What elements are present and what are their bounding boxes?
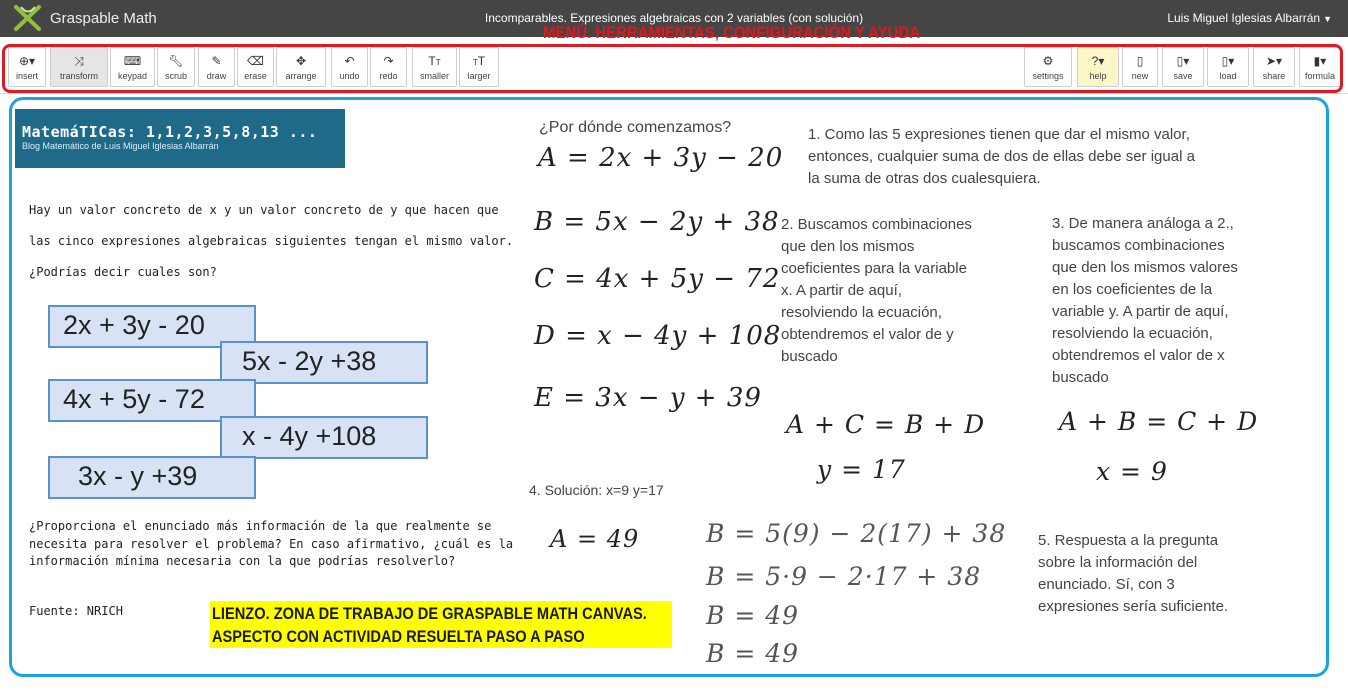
b-step[interactable]: B = 49 <box>706 601 800 630</box>
arrange-button[interactable] <box>276 47 326 87</box>
note-5[interactable] <box>1038 530 1298 618</box>
equation-a-plus-b[interactable]: A + B = C + D <box>1059 407 1259 436</box>
banner-subtitle: Blog Matemático de Luis Miguel Iglesias Albarrán <box>22 141 219 151</box>
draw-label: draw <box>206 71 227 81</box>
user-name: Luis Miguel Iglesias Albarrán <box>1167 11 1321 25</box>
question-line[interactable]: información mínima necesaria con la que podrías resolverlo? <box>29 554 456 568</box>
help-button[interactable] <box>1077 47 1119 87</box>
insert-button[interactable] <box>8 47 46 87</box>
question-line[interactable]: necesita para resolver el problema? En caso afirmativo, ¿cuál es la <box>29 537 514 551</box>
note-line: resolviendo la ecuación, <box>781 304 942 321</box>
note-line: 5. Respuesta a la pregunta <box>1038 532 1219 549</box>
note-line: que den los mismos valores <box>1052 259 1238 276</box>
pencil-icon: ✎ <box>211 54 222 68</box>
x-value[interactable]: x = 9 <box>1096 457 1168 486</box>
undo-label: undo <box>339 71 360 81</box>
note-1[interactable] <box>808 124 1308 190</box>
save-file-icon: ▯▾ <box>1176 54 1190 68</box>
note-line: obtendremos el valor de x <box>1052 347 1225 364</box>
equation-e[interactable]: E = 3x − y + 39 <box>534 383 762 413</box>
text-smaller-icon: TT <box>428 54 441 68</box>
y-value[interactable]: y = 17 <box>817 455 906 484</box>
caret-down-icon: ▼ <box>1323 14 1332 24</box>
document-title: Incomparables. Expresiones algebraicas con 2 variables (con solución) <box>484 11 864 25</box>
note-line: coeficientes para la variable <box>781 260 967 277</box>
shuffle-icon: ⤨ <box>74 54 84 68</box>
transform-label: transform <box>59 71 98 81</box>
problem-line[interactable]: Hay un valor concreto de x y un valor concreto de y que hacen que <box>29 203 499 217</box>
blog-banner[interactable] <box>15 109 345 168</box>
save-button[interactable] <box>1162 47 1204 87</box>
user-menu[interactable] <box>1167 11 1332 25</box>
redo-button[interactable] <box>370 47 407 87</box>
note-3[interactable] <box>1052 213 1312 389</box>
source-text[interactable]: Fuente: NRICH <box>29 604 123 618</box>
question-circle-icon: ?▾ <box>1091 54 1105 68</box>
new-label: new <box>1131 71 1149 81</box>
smaller-label: smaller <box>419 71 449 81</box>
expression-box[interactable]: 3x - y +39 <box>48 456 256 499</box>
share-label: share <box>1262 71 1286 81</box>
note-line: resolviendo la ecuación, <box>1052 325 1213 342</box>
note-line: buscamos combinaciones <box>1052 237 1225 254</box>
note-line: 1. Como las 5 expresiones tienen que dar el mismo valor, <box>808 126 1190 143</box>
move-arrows-icon: ✥ <box>295 54 307 68</box>
text-larger-icon: TT <box>472 54 486 68</box>
formula-doc-icon: ▮▾ <box>1313 54 1327 68</box>
start-label[interactable]: ¿Por dónde comenzamos? <box>539 119 732 136</box>
erase-label: erase <box>244 71 267 81</box>
canvas-label-line: LIENZO. ZONA DE TRABAJO DE GRASPABLE MATH CANVAS. <box>212 604 647 623</box>
b-step[interactable]: B = 5·9 − 2·17 + 38 <box>706 562 982 591</box>
gear-icon: ⚙ <box>1042 54 1054 68</box>
transform-button[interactable] <box>50 47 108 87</box>
settings-label: settings <box>1032 71 1064 81</box>
keyboard-icon: ⌨ <box>123 54 142 68</box>
expression-box[interactable]: 5x - 2y +38 <box>220 341 428 384</box>
note-line: x. A partir de aquí, <box>781 282 902 299</box>
equation-a-plus-c[interactable]: A + C = B + D <box>786 410 986 439</box>
note-2[interactable] <box>781 214 1011 368</box>
undo-button[interactable] <box>331 47 368 87</box>
keypad-label: keypad <box>117 71 148 81</box>
draw-button[interactable] <box>198 47 235 87</box>
equation-c[interactable]: C = 4x + 5y − 72 <box>534 264 781 294</box>
b-step[interactable]: B = 5(9) − 2(17) + 38 <box>706 519 1007 548</box>
load-label: load <box>1219 71 1237 81</box>
note-line: buscado <box>1052 369 1109 386</box>
note-line: en los coeficientes de la <box>1052 281 1213 298</box>
note-line: que den los mismos <box>781 238 915 255</box>
canvas-annotation-label <box>210 601 672 648</box>
erase-button[interactable] <box>237 47 274 87</box>
new-button[interactable] <box>1122 47 1158 87</box>
scrub-label: scrub <box>164 71 187 81</box>
note-line: sobre la información del <box>1038 554 1198 571</box>
redo-label: redo <box>379 71 398 81</box>
expression-box[interactable]: x - 4y +108 <box>220 416 428 459</box>
undo-icon: ↶ <box>344 54 355 68</box>
problem-line[interactable]: las cinco expresiones algebraicas siguientes tengan el mismo valor. <box>29 234 514 248</box>
help-label: help <box>1089 71 1107 81</box>
eraser-icon: ⌫ <box>247 54 264 68</box>
note-line: expresiones sería suficiente. <box>1038 598 1229 615</box>
note-line: la suma de otras dos cualesquiera. <box>808 170 1041 187</box>
share-button[interactable] <box>1253 47 1295 87</box>
a-value[interactable]: A = 49 <box>550 525 640 553</box>
keypad-button[interactable] <box>110 47 155 87</box>
banner-title: MatemáTICas: 1,1,2,3,5,8,13 ... <box>22 123 318 141</box>
scrub-button[interactable] <box>157 47 195 87</box>
arrange-label: arrange <box>285 71 317 81</box>
note-line: enunciado. Sí, con 3 <box>1038 576 1175 593</box>
equation-d[interactable]: D = x − 4y + 108 <box>534 321 782 351</box>
solution-text[interactable]: 4. Solución: x=9 y=17 <box>529 482 664 498</box>
note-line: 3. De manera análoga a 2., <box>1052 215 1234 232</box>
note-line: entonces, cualquier suma de dos de ellas debe ser igual a <box>808 148 1195 165</box>
canvas-label-line: ASPECTO CON ACTIVIDAD RESUELTA PASO A PASO <box>212 627 585 646</box>
expression-box[interactable]: 4x + 5y - 72 <box>48 379 256 422</box>
formula-button[interactable] <box>1299 47 1341 87</box>
menu-annotation-label: MENÚ. HERRAMIENTAS, CONFIGURACIÓN Y AYUDA <box>543 23 921 42</box>
formula-label: formula <box>1304 71 1335 81</box>
note-line: variable y. A partir de aquí, <box>1052 303 1229 320</box>
note-line: buscado <box>781 348 838 365</box>
save-label: save <box>1173 71 1193 81</box>
note-line: obtendremos el valor de y <box>781 326 954 343</box>
equation-b[interactable]: B = 5x − 2y + 38 <box>534 207 780 237</box>
load-file-icon: ▯▾ <box>1221 54 1235 68</box>
share-icon: ➤▾ <box>1265 54 1283 68</box>
settings-button[interactable] <box>1024 47 1072 87</box>
file-icon: ▯ <box>1136 54 1144 68</box>
plus-circle-icon: ⊕▾ <box>18 54 36 68</box>
larger-label: larger <box>467 71 491 81</box>
load-button[interactable] <box>1207 47 1249 87</box>
app-name[interactable]: Graspable Math <box>50 10 157 27</box>
question-line[interactable]: ¿Proporciona el enunciado más información de la que realmente se <box>29 519 492 533</box>
equation-a[interactable]: A = 2x + 3y − 20 <box>538 143 784 173</box>
redo-icon: ↷ <box>383 54 394 68</box>
b-step[interactable]: B = 49 <box>706 639 800 668</box>
expression-box[interactable]: 2x + 3y - 20 <box>48 305 256 348</box>
smaller-button[interactable] <box>412 47 457 87</box>
note-line: 2. Buscamos combinaciones <box>781 216 972 233</box>
problem-line[interactable]: ¿Podrías decir cuales son? <box>29 265 217 279</box>
larger-button[interactable] <box>459 47 499 87</box>
toolbar <box>0 37 1348 94</box>
wrench-icon: 🔧︎ <box>168 54 184 68</box>
insert-label: insert <box>15 71 38 81</box>
